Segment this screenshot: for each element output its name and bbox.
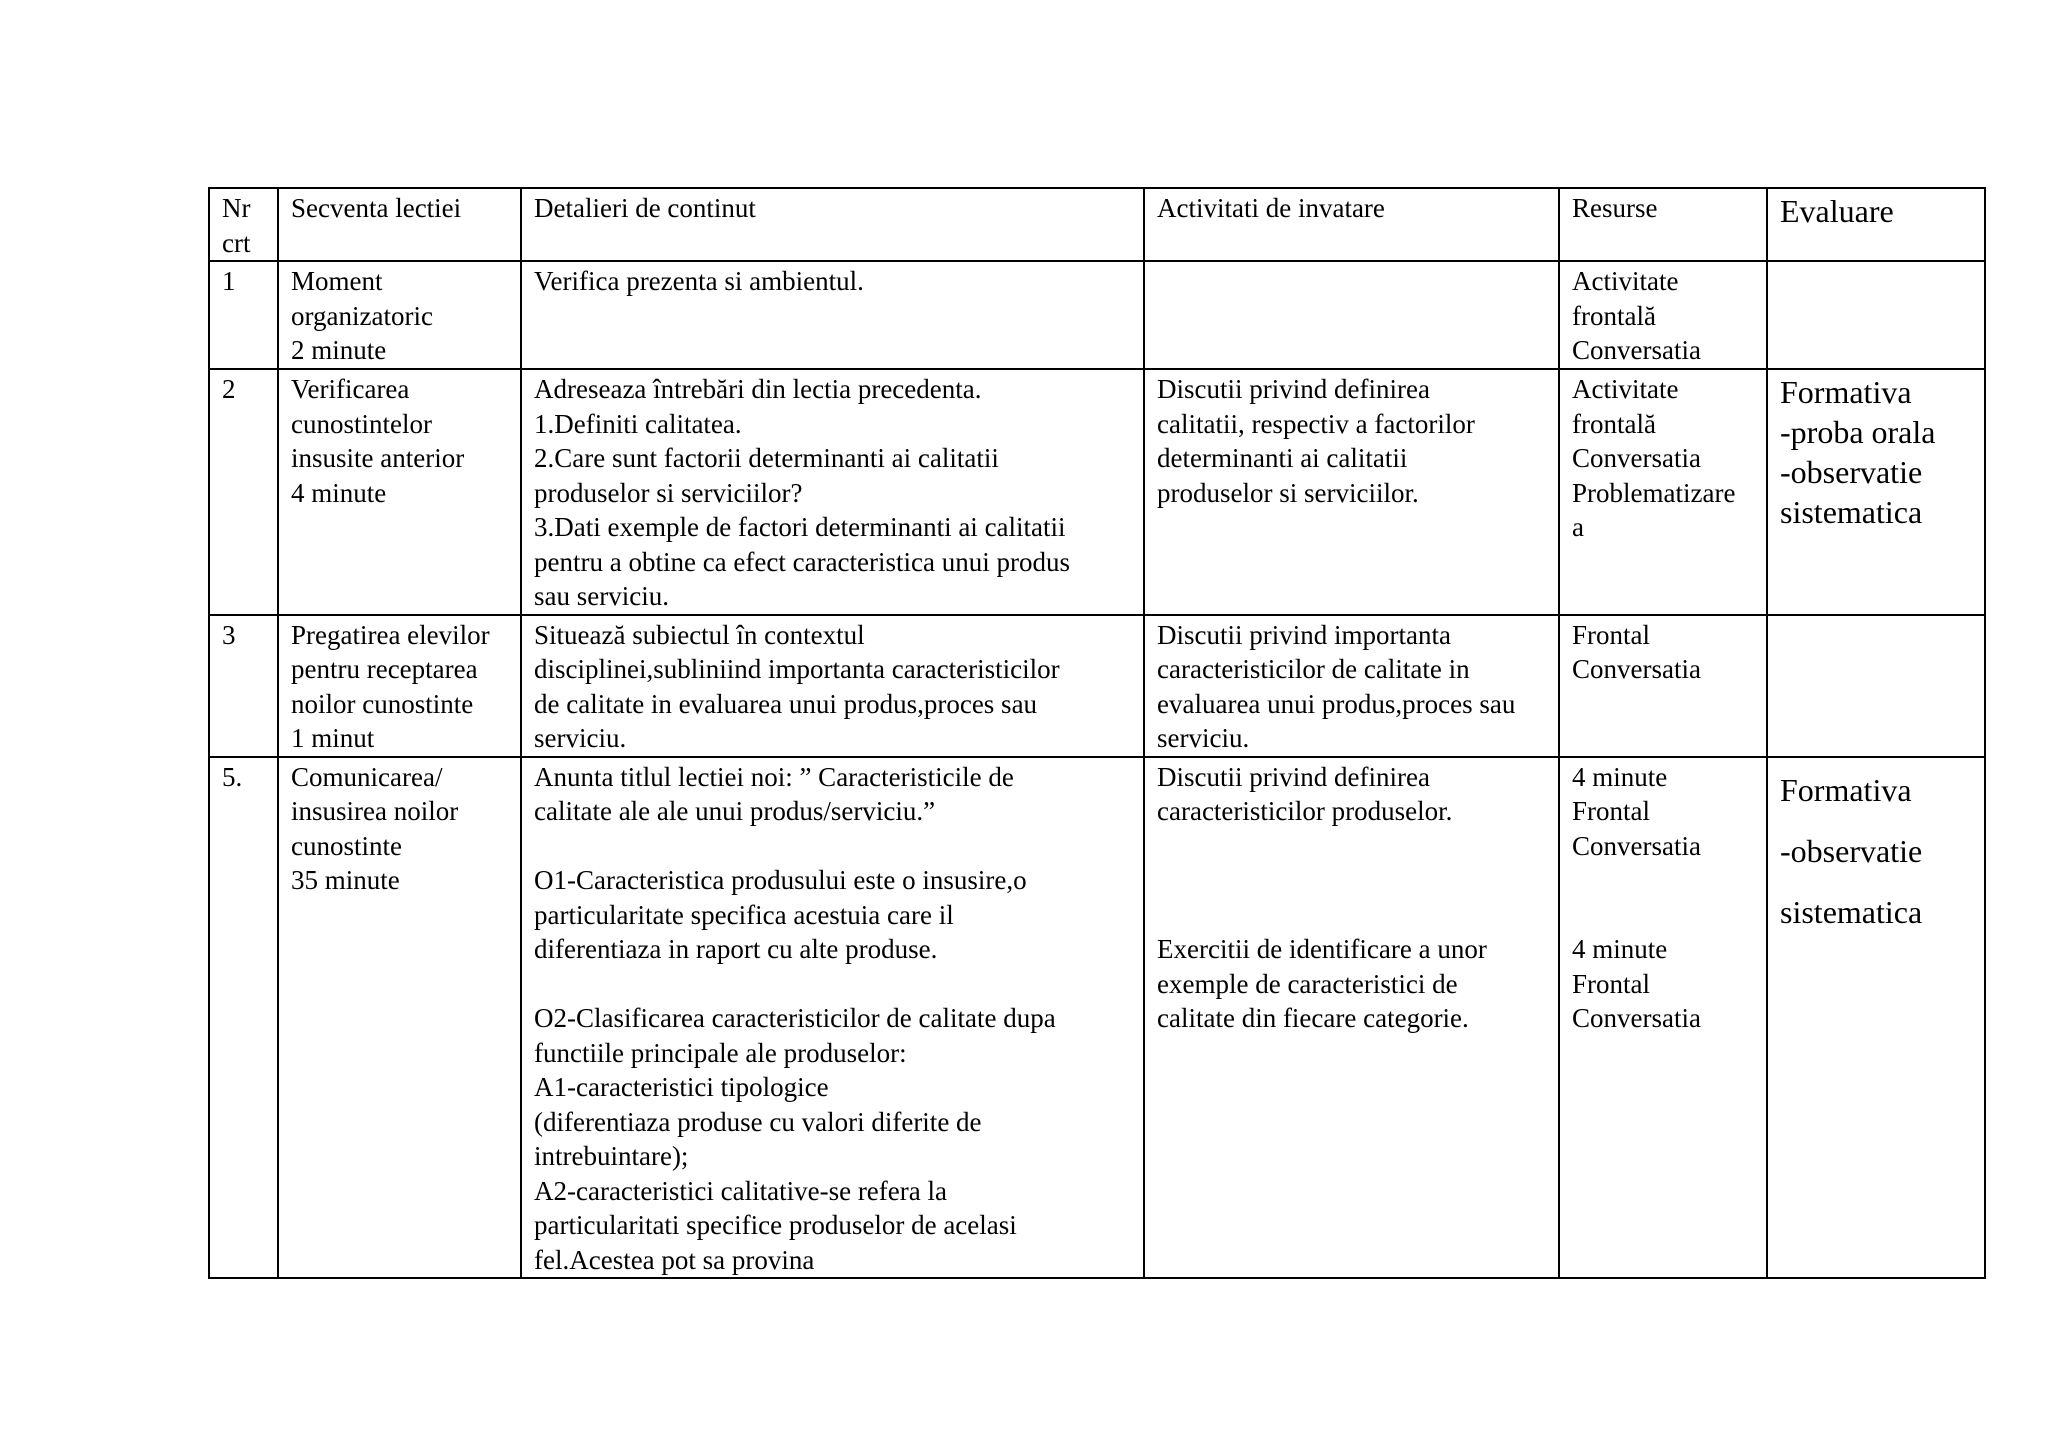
- cell-line: fel.Acestea pot sa provina: [534, 1244, 815, 1275]
- row-number: 5.: [222, 761, 243, 792]
- cell-activitati: [1144, 757, 1559, 1279]
- cell-evaluare: [1767, 757, 1985, 1279]
- cell-line: insusirea noilor: [291, 796, 459, 826]
- cell-line: O1-Caracteristica produsului este o insusire,o: [534, 865, 1027, 895]
- cell-line: Discutii privind importanta: [1157, 619, 1451, 650]
- cell-line: serviciu.: [1157, 723, 1250, 753]
- header-secventa: [278, 188, 521, 261]
- cell-line: noilor cunostinte: [291, 688, 474, 719]
- cell-line: Conversatia: [1572, 443, 1701, 473]
- header-evaluare: [1767, 188, 1985, 261]
- cell-line: frontală: [1572, 408, 1656, 439]
- cell-line: pentru a obtine ca efect caracteristica unui produs: [534, 546, 1070, 577]
- row-number: 3: [222, 619, 236, 650]
- cell-line: calitatii, respectiv a factorilor: [1157, 408, 1475, 439]
- header-detalieri-text: Detalieri de continut: [534, 193, 756, 223]
- cell-evaluare: [1767, 615, 1985, 757]
- cell-line: Exercitii de identificare a unor: [1157, 934, 1487, 964]
- table-row: [209, 615, 1985, 757]
- cell-nr: [209, 757, 278, 1279]
- cell-line: diferentiaza in raport cu alte produse.: [534, 934, 938, 964]
- cell-secventa: [278, 369, 521, 615]
- header-row: [209, 188, 1985, 261]
- cell-line: Conversatia: [1572, 335, 1701, 365]
- cell-line: Frontal: [1572, 619, 1650, 650]
- cell-line: 3.Dati exemple de factori determinanti ai calitatii: [534, 512, 1066, 542]
- cell-line: sau serviciu.: [534, 581, 669, 611]
- cell-line: Verifica prezenta si ambientul.: [534, 266, 864, 296]
- cell-line: Comunicarea/: [291, 761, 443, 792]
- cell-line: Moment: [291, 266, 383, 296]
- cell-line: Discutii privind definirea: [1157, 761, 1430, 792]
- cell-activitati: [1144, 261, 1559, 369]
- lesson-plan-table: [208, 187, 1986, 1279]
- row-number: 1: [222, 266, 236, 296]
- cell-line: caracteristicilor de calitate in: [1157, 654, 1470, 684]
- cell-line: A1-caracteristici tipologice: [534, 1072, 829, 1102]
- cell-activitati: [1144, 615, 1559, 757]
- cell-line: Formativa: [1780, 771, 1912, 808]
- cell-line: Activitate: [1572, 374, 1679, 404]
- cell-line: produselor si serviciilor.: [1157, 477, 1419, 508]
- cell-line: Discutii privind definirea: [1157, 374, 1430, 404]
- header-resurse: [1559, 188, 1767, 261]
- header-secventa-text: Secventa lectiei: [291, 193, 462, 223]
- header-nr: [209, 188, 278, 261]
- cell-line: caracteristicilor produselor.: [1157, 796, 1453, 826]
- cell-resurse: [1559, 261, 1767, 369]
- cell-line: (diferentiaza produse cu valori diferite de: [534, 1106, 982, 1137]
- cell-nr: [209, 369, 278, 615]
- cell-detalieri: [521, 369, 1144, 615]
- cell-line: Formativa: [1780, 374, 1912, 410]
- header-activitati-text: Activitati de invatare: [1157, 193, 1385, 223]
- cell-line: 35 minute: [291, 865, 400, 895]
- cell-line: Situează subiectul în contextul: [534, 619, 865, 650]
- cell-line: particularitati specifice produselor de acelasi: [534, 1210, 1017, 1240]
- cell-line: -observatie: [1780, 454, 1923, 490]
- table-row: [209, 369, 1985, 615]
- cell-line: 1.Definiti calitatea.: [534, 408, 742, 439]
- cell-line: frontală: [1572, 300, 1656, 331]
- cell-line: pentru receptarea: [291, 654, 478, 684]
- blank-line: [534, 829, 1133, 864]
- cell-line: insusite anterior: [291, 443, 465, 473]
- cell-detalieri: [521, 615, 1144, 757]
- cell-secventa: [278, 757, 521, 1279]
- cell-secventa: [278, 261, 521, 369]
- cell-line: Frontal: [1572, 796, 1650, 826]
- header-resurse-text: Resurse: [1572, 193, 1658, 223]
- cell-line: Pregatirea elevilor: [291, 619, 490, 650]
- blank-line: [534, 967, 1133, 1002]
- cell-line: functiile principale ale produselor:: [534, 1037, 907, 1068]
- cell-line: particularitate specifica acestuia care il: [534, 899, 954, 930]
- blank-line: [1572, 898, 1756, 933]
- cell-activitati: [1144, 369, 1559, 615]
- table-row: [209, 261, 1985, 369]
- cell-resurse: [1559, 369, 1767, 615]
- cell-line: calitate ale ale unui produs/serviciu.”: [534, 796, 936, 826]
- cell-line: Activitate: [1572, 266, 1679, 296]
- cell-line: cunostinte: [291, 830, 402, 861]
- row-number: 2: [222, 374, 236, 404]
- header-nr-line: crt: [222, 227, 251, 258]
- cell-line: -observatie: [1780, 832, 1923, 869]
- cell-resurse: [1559, 615, 1767, 757]
- cell-line: 1 minut: [291, 723, 375, 753]
- cell-line: organizatoric: [291, 300, 433, 331]
- cell-line: evaluarea unui produs,proces sau: [1157, 688, 1516, 719]
- cell-line: 4 minute: [1572, 761, 1668, 792]
- cell-line: O2-Clasificarea caracteristicilor de calitate dupa: [534, 1003, 1056, 1033]
- cell-line: Conversatia: [1572, 830, 1701, 861]
- header-evaluare-text: Evaluare: [1780, 193, 1894, 229]
- cell-line: A2-caracteristici calitative-se refera la: [534, 1175, 947, 1206]
- cell-line: 4 minute: [1572, 934, 1668, 964]
- cell-line: 2.Care sunt factorii determinanti ai calitatii: [534, 443, 999, 473]
- cell-resurse: [1559, 757, 1767, 1279]
- blank-line: [1572, 863, 1756, 898]
- header-detalieri: [521, 188, 1144, 261]
- header-activitati: [1144, 188, 1559, 261]
- cell-line: 4 minute: [291, 477, 387, 508]
- cell-line: Conversatia: [1572, 654, 1701, 684]
- cell-line: Adreseaza întrebări din lectia precedenta.: [534, 374, 982, 404]
- cell-line: Verificarea: [291, 374, 410, 404]
- cell-evaluare: [1767, 369, 1985, 615]
- cell-line: cunostintelor: [291, 408, 432, 439]
- cell-line: produselor si serviciilor?: [534, 477, 803, 508]
- cell-line: 2 minute: [291, 335, 387, 365]
- cell-line: -proba orala: [1780, 414, 1936, 450]
- header-nr-line: Nr: [222, 193, 251, 223]
- cell-evaluare: [1767, 261, 1985, 369]
- cell-nr: [209, 261, 278, 369]
- cell-line: Anunta titlul lectiei noi: ” Caracteristicile de: [534, 761, 1014, 792]
- cell-line: Conversatia: [1572, 1003, 1701, 1033]
- cell-line: Frontal: [1572, 968, 1650, 999]
- cell-line: intrebuintare);: [534, 1141, 689, 1171]
- cell-detalieri: [521, 261, 1144, 369]
- cell-nr: [209, 615, 278, 757]
- cell-line: exemple de caracteristici de: [1157, 968, 1458, 999]
- cell-detalieri: [521, 757, 1144, 1279]
- cell-secventa: [278, 615, 521, 757]
- cell-line: disciplinei,subliniind importanta caracteristicilor: [534, 654, 1060, 684]
- cell-line: sistematica: [1780, 893, 1923, 930]
- cell-line: calitate din fiecare categorie.: [1157, 1003, 1469, 1033]
- cell-line: de calitate in evaluarea unui produs,proces sau: [534, 688, 1038, 719]
- blank-line: [1157, 898, 1548, 933]
- cell-line: a: [1572, 512, 1584, 542]
- cell-line: determinanti ai calitatii: [1157, 443, 1408, 473]
- blank-line: [1157, 829, 1548, 864]
- cell-line: serviciu.: [534, 723, 627, 753]
- table-row: [209, 757, 1985, 1279]
- cell-line: Problematizare: [1572, 477, 1736, 508]
- blank-line: [1157, 863, 1548, 898]
- cell-line: sistematica: [1780, 494, 1923, 530]
